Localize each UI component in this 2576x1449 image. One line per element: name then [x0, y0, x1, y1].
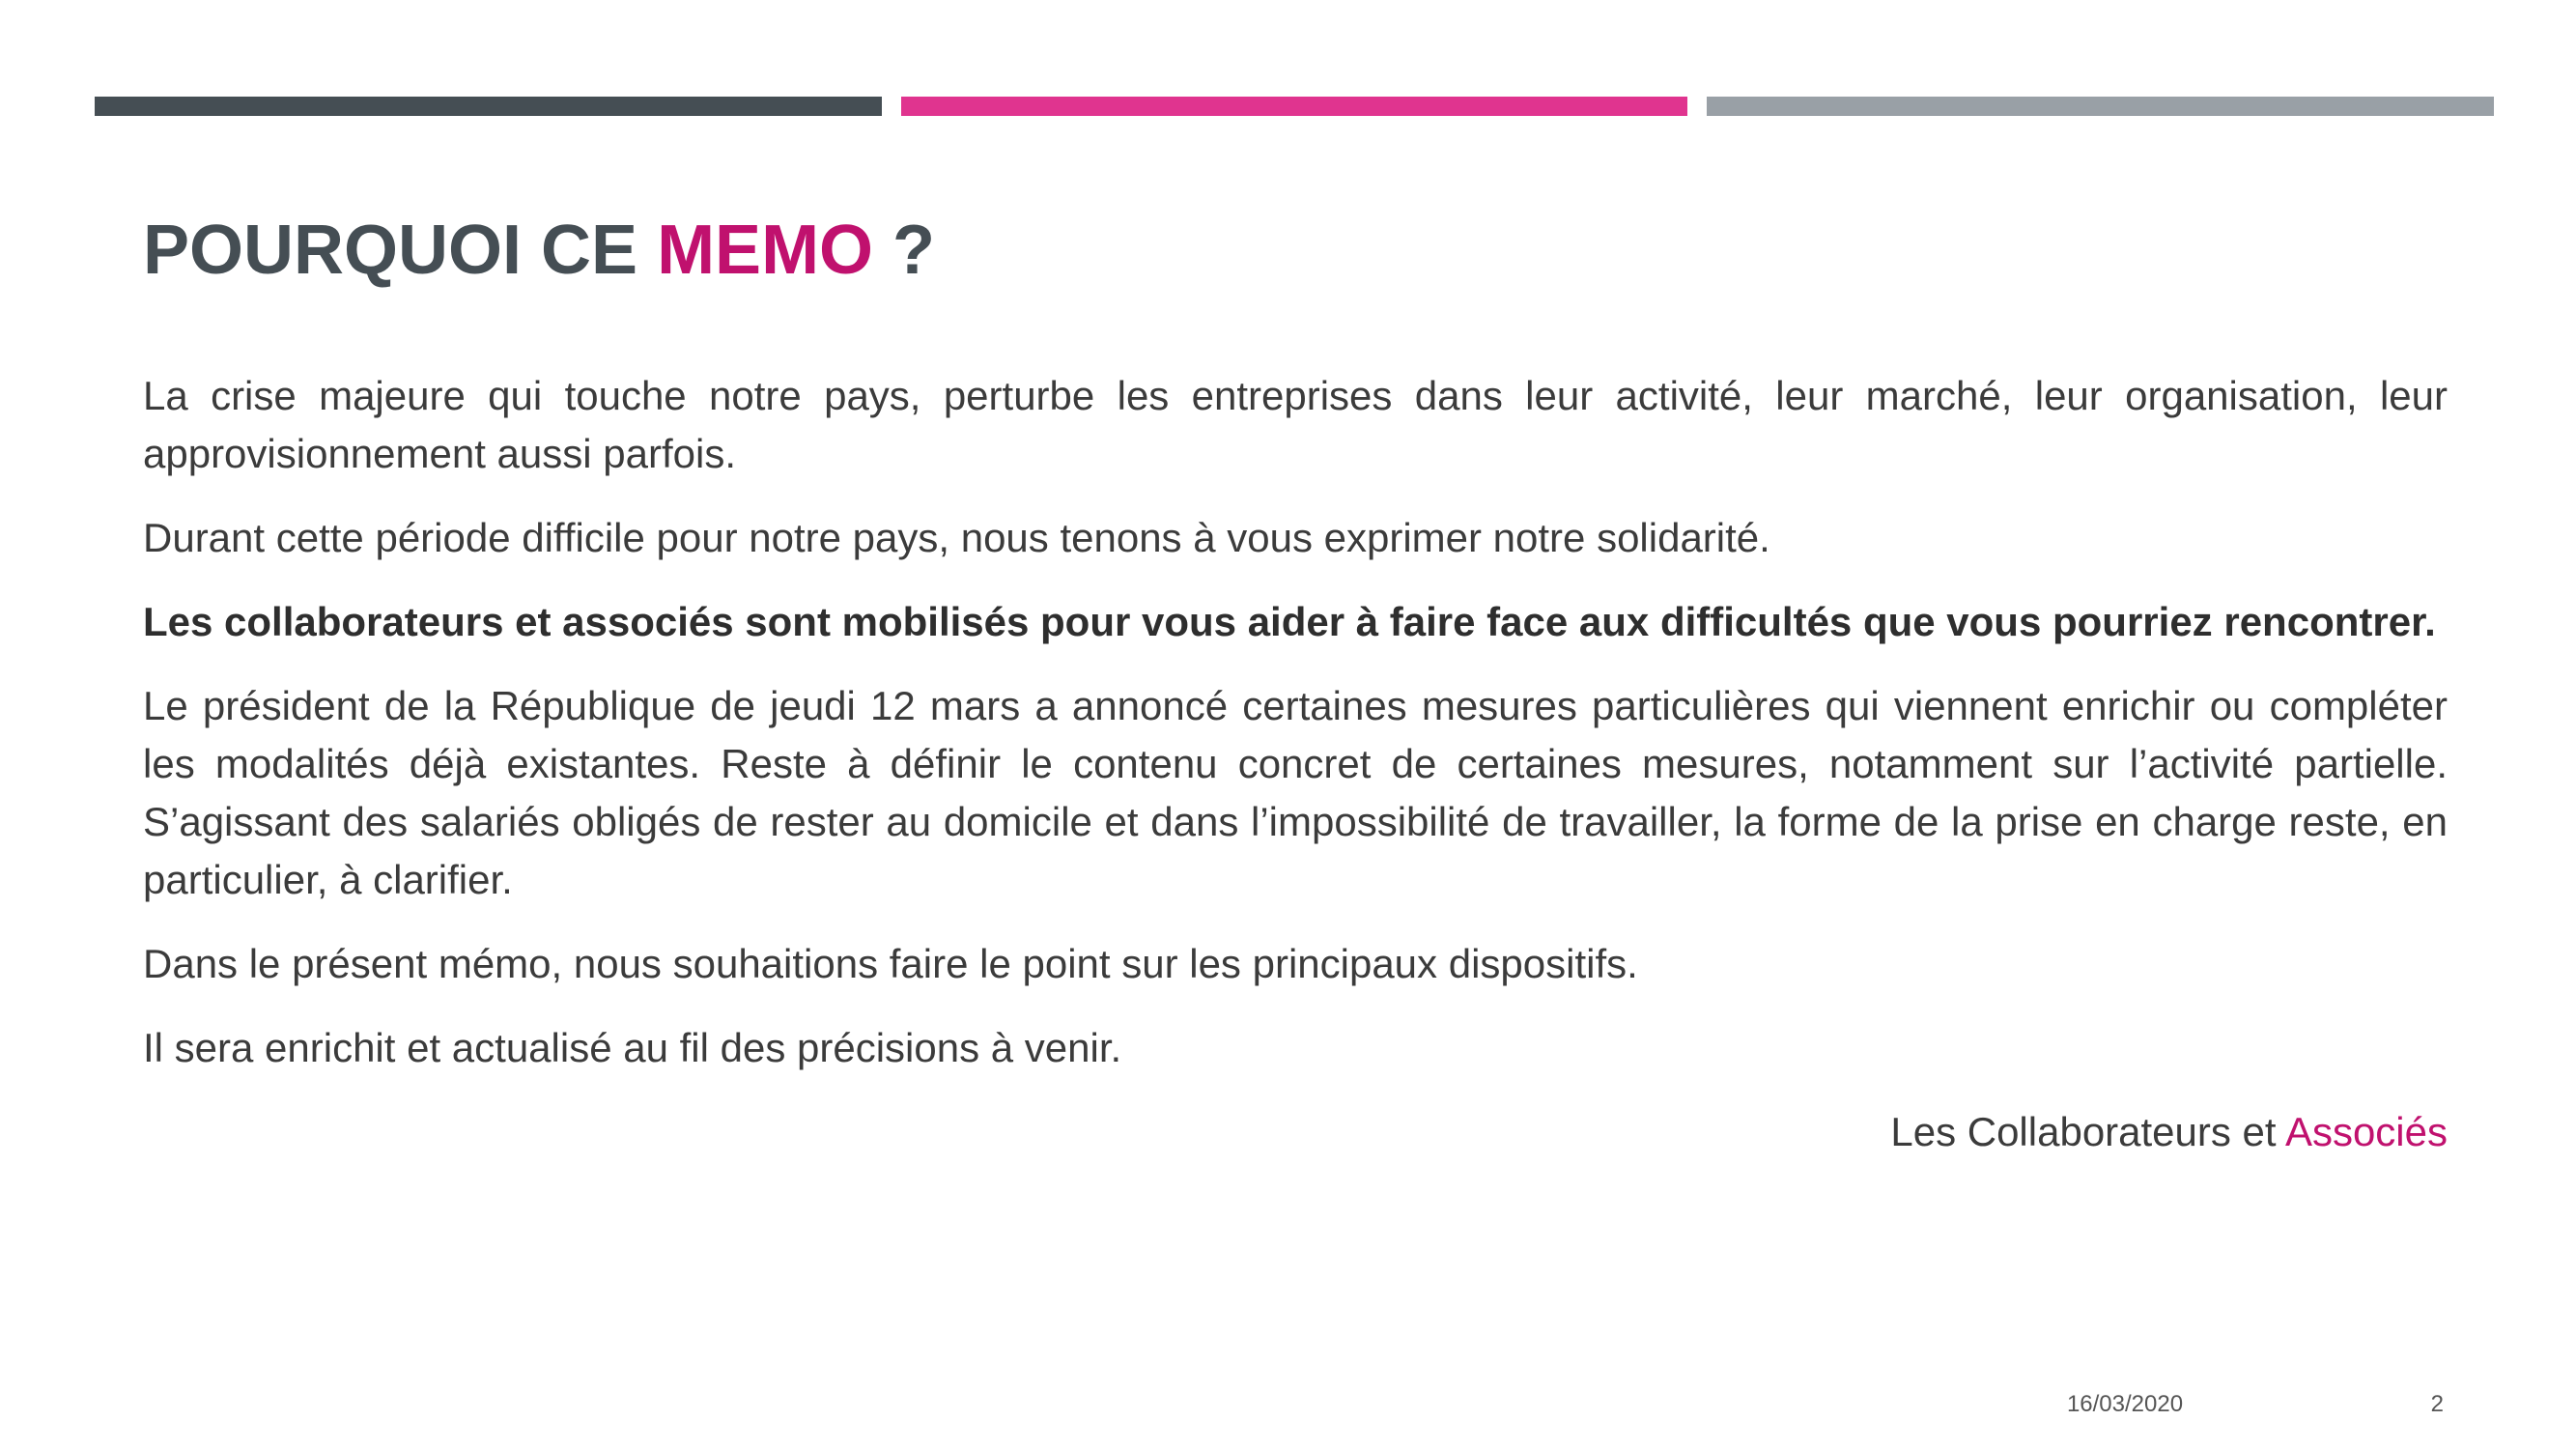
signature-prefix: Les Collaborateurs et: [1890, 1109, 2285, 1154]
paragraph-solidarity: Durant cette période difficile pour notre pays, nous tenons à vous exprimer notre solidarité.: [143, 515, 1770, 560]
paragraph-president: Le président de la République de jeudi 12 mars a annoncé certaines mesures particulières qui viennent enrichir ou compléter les modalités déjà existantes. Reste à définir le contenu concret de certaines mesures, notamment sur l’activité partielle. S’agissant des salariés obligés de rester au domicile et dans l’impossibilité de travailler, la forme de la prise en charge reste, en particulier, à clarifier.: [143, 683, 2448, 902]
paragraph-mobilised: Les collaborateurs et associés sont mobilisés pour vous aider à faire face aux difficultés que vous pourriez rencontrer.: [143, 599, 2436, 644]
title-accent: MEMO: [657, 212, 874, 289]
title-prefix: POURQUOI CE: [143, 212, 658, 289]
paragraph-memo-purpose: Dans le présent mémo, nous souhaitions faire le point sur les principaux dispositifs.: [143, 941, 1638, 986]
slide-body: [143, 367, 2448, 1161]
decor-bar-gray: [1707, 97, 2494, 116]
top-decoration-bars: [95, 97, 2494, 116]
slide-title: [143, 211, 935, 290]
paragraph-updates: Il sera enrichit et actualisé au fil des précisions à venir.: [143, 1025, 1122, 1070]
signature: [143, 1103, 2448, 1161]
decor-bar-pink: [901, 97, 1688, 116]
signature-accent: Associés: [2284, 1109, 2448, 1154]
paragraph-crisis: La crise majeure qui touche notre pays, perturbe les entreprises dans leur activité, leur marché, leur organisation, leur approvisionnement aussi parfois.: [143, 373, 2448, 476]
page-number: 2: [2430, 1391, 2444, 1417]
decor-bar-dark: [95, 97, 882, 116]
title-suffix: ?: [873, 212, 936, 289]
footer-date: 16/03/2020: [2066, 1391, 2184, 1417]
